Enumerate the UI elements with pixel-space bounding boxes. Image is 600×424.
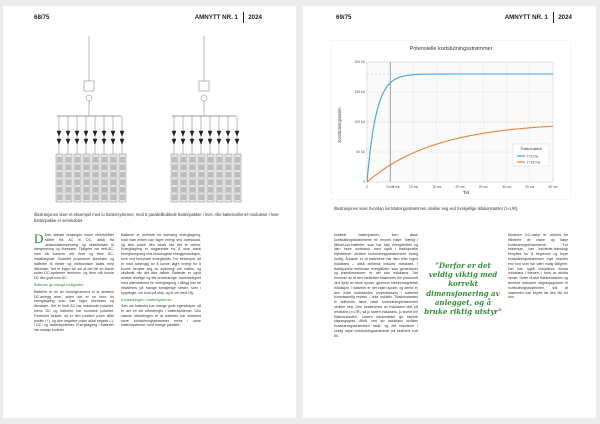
fuse-symbol xyxy=(217,131,221,136)
battery-cell xyxy=(75,172,80,178)
chart-legend xyxy=(513,144,549,166)
fuse-symbol xyxy=(199,139,203,144)
page-number: 68/75 xyxy=(34,14,50,21)
battery-cell xyxy=(199,172,204,178)
battery-cell xyxy=(120,180,125,186)
battery-cell xyxy=(66,157,71,163)
battery-cell xyxy=(199,187,204,193)
battery-cell xyxy=(235,187,240,193)
battery-cell xyxy=(172,157,177,163)
x-tick-label: 40 ms xyxy=(548,185,558,189)
x-tick-label: 15 ms xyxy=(432,185,442,189)
switch-symbol xyxy=(199,81,209,91)
battery-cell xyxy=(75,180,80,186)
battery-cell xyxy=(84,195,89,201)
battery-cell xyxy=(226,195,231,201)
battery-cell xyxy=(226,165,231,171)
battery-cell xyxy=(111,187,116,193)
fuse-symbol xyxy=(190,139,194,144)
fuse-symbol xyxy=(199,131,203,136)
time-marker-label: 5 ms xyxy=(392,185,400,189)
y-tick-label: 150 kA xyxy=(354,90,365,95)
section-heading: Batterier gir mange muligheter xyxy=(34,283,84,288)
fuse-symbol xyxy=(66,139,70,144)
battery-cell xyxy=(172,180,177,186)
battery-cell xyxy=(75,165,80,171)
left-page xyxy=(3,6,296,418)
section-heading: Kortslutninger i batterisystemer xyxy=(121,297,172,302)
short-circuit-chart xyxy=(331,40,571,200)
battery-cell xyxy=(57,180,62,186)
battery-cell xyxy=(190,180,195,186)
battery-cell xyxy=(181,172,186,178)
fuse-symbol xyxy=(84,131,88,136)
body-paragraph: Moderne DC-utstyr er utviklet for hånterer de raske og høye kortslutningsstrømmene. For eksempel, kan halvleder-teknologi benyttes for å begrense og bryte kortslutningsstrømmen mye raskere enn hva som har vært mulig tidligere. Det kan også installeres ekstra induktans i lineken, i form av ekstra spoler. Dette vil øke tidskonstanten og dermed redusere stigningsgraden til kortslutningsstrømmen, slik at strømmen kan brytes før den blir for stor. xyxy=(508,233,568,300)
intro-paragraph xyxy=(34,233,114,281)
x-tick-label: 5 ms xyxy=(386,185,394,189)
battery-cell xyxy=(57,157,62,163)
battery-cell xyxy=(111,172,116,178)
battery-cell xyxy=(102,195,107,201)
battery-cell xyxy=(190,172,195,178)
chart-title: Potensielle kortslutningsstrømmer xyxy=(409,46,493,52)
fuse-symbol xyxy=(226,131,230,136)
battery-cell xyxy=(199,195,204,201)
battery-cell xyxy=(84,187,89,193)
fuse-symbol xyxy=(93,139,97,144)
battery-cell xyxy=(102,172,107,178)
battery-cell xyxy=(190,195,195,201)
fuse-symbol xyxy=(75,131,79,136)
fuse-symbol xyxy=(235,139,239,144)
battery-cell xyxy=(208,172,213,178)
battery-cell xyxy=(57,195,62,201)
battery-cell xyxy=(208,165,213,171)
battery-cell xyxy=(120,187,125,193)
battery-cell xyxy=(226,157,231,163)
battery-system-diagram xyxy=(27,36,267,206)
battery-cell xyxy=(199,165,204,171)
battery-cell xyxy=(102,180,107,186)
x-axis-label: Tid xyxy=(462,190,470,195)
fuse-symbol xyxy=(120,139,124,144)
battery-cell xyxy=(235,157,240,163)
issue-year: 2024 xyxy=(558,14,572,21)
battery-cell xyxy=(199,180,204,186)
battery-cell xyxy=(120,195,125,201)
switch-symbol xyxy=(84,81,94,91)
fuse-symbol xyxy=(181,139,185,144)
breaker-symbol xyxy=(201,95,207,101)
article-column-2 xyxy=(508,233,568,303)
battery-cell xyxy=(181,180,186,186)
fuse-symbol xyxy=(57,139,61,144)
battery-cell xyxy=(199,157,204,163)
x-tick-label: 0 xyxy=(366,185,368,189)
battery-cell xyxy=(120,165,125,171)
battery-cell xyxy=(217,187,222,193)
fuse-symbol xyxy=(172,131,176,136)
battery-cell xyxy=(75,187,80,193)
fuse-symbol xyxy=(111,131,115,136)
battery-cell xyxy=(93,180,98,186)
article-column-1 xyxy=(34,233,114,335)
page-number: 69/75 xyxy=(336,14,352,21)
x-tick-label: 20 ms xyxy=(455,185,465,189)
y-tick-label: 50 kA xyxy=(356,150,365,155)
fuse-symbol xyxy=(57,131,61,136)
fuse-symbol xyxy=(217,139,221,144)
x-tick-label: 30 ms xyxy=(501,185,512,189)
battery-cell xyxy=(181,165,186,171)
battery-cell xyxy=(57,187,62,193)
battery-cell xyxy=(75,157,80,163)
header-divider xyxy=(553,12,554,23)
fuse-symbol xyxy=(190,131,194,136)
body-paragraph: koblede batteripakker, kan disse kortslutningsstrømmene bli enormt høye. Særlig i lithium-ion-batterier, som har høy energitetthet og liten indre motstand, men også i tradisjonelle blybatterier utvikles kortslutningsstrømmene veldig hurtig. Årsaken er at batteriene har liten eller ingen induktans – altså elektrisk induktiv motstand. I tradisjonelle elektriske energikilder, som generatorer og transformatorer, er det stor induktans. Det hummer av at den elektriske strømmen blir produsert ved hjelp av store spoler, gjennom elektromagnetisk induksjon. I batterier er det ingen spoler, og derfor er den indre motstanden (impedansen) i batteriet hovedsakelig resistiv – ikke induktiv. Tidskonstanten til driftverier fører raskt kortslutningsstrømmen utvikler seg. Den bestemmes av induktans delt på resistans (τ=L/R), så jo lavere induktans, jo lavere blir tidskonstanten. Lavere tidskonstant gir høyere stigningsgrad. Altså, ved lav induktans utvikles kortslutningsstrømmen raskt, og det resulterer i veldig høye kortslutningsstrømmer på ekstremt kort tid. xyxy=(334,233,418,338)
magazine-name: AMNYTT NR. 1 xyxy=(194,14,238,21)
battery-cell xyxy=(208,187,213,193)
x-tick-label: 35 ms xyxy=(525,185,535,189)
battery-cell xyxy=(172,165,177,171)
battery-cell xyxy=(66,195,71,201)
battery-cell xyxy=(235,165,240,171)
battery-cell xyxy=(217,180,222,186)
battery-cell xyxy=(66,187,71,193)
battery-cell xyxy=(75,195,80,201)
body-paragraph: Selv om batterier har mange gode egenskaper, så er det en del utfordringer i batterisystemer. Den største utfordringen er at batterier har ekstremt store kortslutningsstrømmer mens i store batterisystemer, med mange parallell- xyxy=(121,304,201,328)
battery-cell xyxy=(208,195,213,201)
legend-label: τ=15 ms xyxy=(527,160,541,165)
battery-cell xyxy=(208,157,213,163)
magazine-name: AMNYTT NR. 1 xyxy=(504,14,548,21)
legend-label: τ=2 ms xyxy=(527,154,539,159)
battery-cell xyxy=(217,157,222,163)
battery-cell xyxy=(66,172,71,178)
fuse-symbol xyxy=(102,139,106,144)
battery-cell xyxy=(235,172,240,178)
y-axis-label: Kortslutningsstrøm xyxy=(337,107,342,143)
body-paragraph: Batterier er perfekte for kortvarig energilagring, foldi man enkelt kan lagre energi ved overskudd, og ikke bruke den lokalt når det er behov. Energilagring er avgjørende for å skre stabil energiforsyning ved uforutsigbar energiproduksjon, som ved fornybare energikilder. For eksempel, så er man avhengig av å kunne lagre energi for å kunne benytte seg av solenergi om natten, og vindkraft når det ikke blåser. Batterier er også relativt rimelige og lett anvendelige, sammenlignet med alternativene for energilagring. I tillegg kan de installeres på mange forskjellige steder, som i bygninger, om bord på skip, og til om med i fly. xyxy=(121,233,201,295)
battery-cell xyxy=(226,180,231,186)
battery-cell xyxy=(57,172,62,178)
battery-cell xyxy=(190,187,195,193)
battery-cell xyxy=(226,172,231,178)
battery-cell xyxy=(235,195,240,201)
page-header xyxy=(3,12,296,26)
battery-cell xyxy=(181,157,186,163)
battery-cell xyxy=(102,157,107,163)
battery-cell xyxy=(102,165,107,171)
battery-cell xyxy=(93,172,98,178)
battery-cell xyxy=(111,157,116,163)
fuse-symbol xyxy=(66,131,70,136)
fuse-symbol xyxy=(181,131,185,136)
fuse-symbol xyxy=(172,139,176,144)
fuse-symbol xyxy=(226,139,230,144)
header-divider xyxy=(243,12,244,23)
figure-caption: Illustrasjonen viser et eksempel med to batterisystemer, med 8 parallellkoblede batteripakker i hver. Alle battericellene/-modulene i hver batteripakke er seriekoblet. xyxy=(34,212,279,223)
battery-cell xyxy=(181,187,186,193)
fuse-symbol xyxy=(208,131,212,136)
article-column-1 xyxy=(334,233,418,341)
figure-caption: Illustrasjonen viser hvordan kortslutningsstrømmen utvikler seg ved forskjellige tidskonstanter (τ=L/R). xyxy=(334,206,519,211)
legend-title: Tidskonstant xyxy=(520,147,542,151)
fuse-symbol xyxy=(75,139,79,144)
battery-cell xyxy=(102,187,107,193)
battery-cell xyxy=(190,157,195,163)
battery-cell xyxy=(111,180,116,186)
page-header xyxy=(303,12,596,26)
battery-cell xyxy=(217,165,222,171)
battery-cell xyxy=(66,165,71,171)
battery-cell xyxy=(235,180,240,186)
battery-cell xyxy=(93,187,98,193)
right-page xyxy=(303,6,596,418)
drop-cap: D xyxy=(34,231,44,246)
battery-cell xyxy=(172,187,177,193)
battery-cell xyxy=(217,172,222,178)
fuse-symbol xyxy=(111,139,115,144)
battery-cell xyxy=(93,165,98,171)
fuse-symbol xyxy=(208,139,212,144)
body-paragraph: Batterier er en av hovedgrunnene til at andelen DC-anlegg øker, siden det er en form for energilagring som kan lagre likestrøm og likestrøm. Det er fordi AC har vekslende polaritet, mens DC og batterier har konstant polaritet. Forenklet forklart, så er den positive polen alltid positiv (+), og den negative polen alltid negativ (-), i DC- og batterisystemer. Energilagring i batterier har mange fordeler. xyxy=(34,289,114,333)
fuse-symbol xyxy=(102,131,106,136)
battery-cell xyxy=(93,195,98,201)
article-column-2 xyxy=(121,233,201,331)
fuse-symbol xyxy=(93,131,97,136)
battery-cell xyxy=(84,180,89,186)
battery-cell xyxy=(84,165,89,171)
fuse-symbol xyxy=(84,139,88,144)
battery-cell xyxy=(120,157,125,163)
x-tick-label: 25 ms xyxy=(478,185,488,189)
y-tick-label: 200 kA xyxy=(354,60,365,65)
battery-cell xyxy=(172,172,177,178)
fuse-symbol xyxy=(235,131,239,136)
fuse-symbol xyxy=(120,131,124,136)
battery-cell xyxy=(93,157,98,163)
battery-cell xyxy=(111,195,116,201)
y-tick-label: 100 kA xyxy=(354,120,365,125)
breaker-symbol xyxy=(86,95,92,101)
battery-cell xyxy=(172,195,177,201)
battery-cell xyxy=(111,165,116,171)
pull-quote: "Derfor er det veldig viktig med korrekt dimensjonering av anlegget, og å bruke riktig utstyr" xyxy=(424,261,502,317)
x-tick-label: 10 ms xyxy=(408,185,419,189)
battery-cell xyxy=(120,172,125,178)
battery-cell xyxy=(57,165,62,171)
intro-text: Den største endringen innen elektrobåter skiftet fra AC til DC, altså fra vekselstrømspenning og vekselstrøm til likespenning og likestrøm. Tidligere var nett-AC, men nå kommer det flere og flere DC-installasjoner. Solceller produserer likestrøm, og batterier til elbiler og elektroniske lades med likestrøm. Det er ingen tvil om at det blir en større andel DC-systemer fremover, og flere må kunne DC like godt som AC. xyxy=(34,233,114,281)
battery-cell xyxy=(84,157,89,163)
battery-cell xyxy=(208,180,213,186)
battery-cell xyxy=(190,165,195,171)
battery-cell xyxy=(226,187,231,193)
battery-cell xyxy=(66,180,71,186)
issue-year: 2024 xyxy=(248,14,262,21)
y-tick-label: 0 xyxy=(363,180,365,185)
battery-cell xyxy=(84,172,89,178)
battery-cell xyxy=(217,195,222,201)
battery-cell xyxy=(181,195,186,201)
